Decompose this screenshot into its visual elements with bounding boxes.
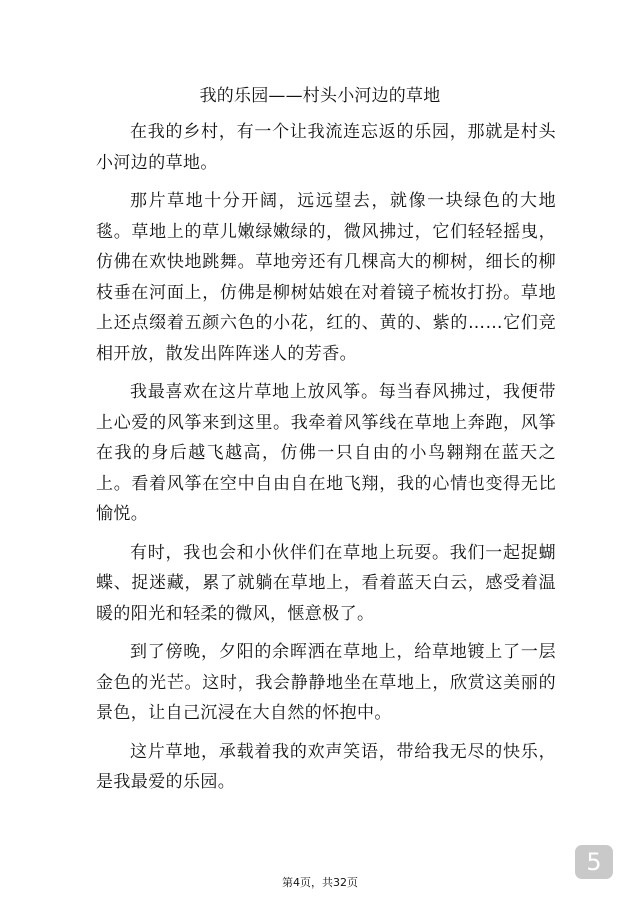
document-body xyxy=(96,117,556,806)
page-number-badge: 5 xyxy=(575,845,613,879)
page-footer: 第4页，共32页 xyxy=(282,876,358,889)
paragraph-3: 我最喜欢在这片草地上放风筝。每当春风拂过，我便带上心爱的风筝来到这里。我牵着风筝线在草地上奔跑，风筝在我的身后越飞越高，仿佛一只自由的小鸟翱翔在蓝天之上。看着风筝在空中自由自在地飞翔，我的心情也变得无比愉悦。 xyxy=(96,382,556,524)
paragraph-2: 那片草地十分开阔，远远望去，就像一块绿色的大地毯。草地上的草儿嫩绿嫩绿的，微风拂过，它们轻轻摇曳，仿佛在欢快地跳舞。草地旁还有几棵高大的柳树，细长的柳枝垂在河面上，仿佛是柳树姑娘在对着镜子梳妆打扮。草地上还点缀着五颜六色的小花，红的、黄的、紫的……它们竞相开放，散发出阵阵迷人的芳香。 xyxy=(96,191,556,364)
paragraph-5: 到了傍晚，夕阳的余晖洒在草地上，给草地镀上了一层金色的光芒。这时，我会静静地坐在草地上，欣赏这美丽的景色，让自己沉浸在大自然的怀抱中。 xyxy=(96,642,556,723)
paragraph-4: 有时，我也会和小伙伴们在草地上玩耍。我们一起捉蝴蝶、捉迷藏，累了就躺在草地上，看着蓝天白云，感受着温暖的阳光和轻柔的微风，惬意极了。 xyxy=(96,542,556,624)
paragraph-1: 在我的乡村，有一个让我流连忘返的乐园，那就是村头小河边的草地。 xyxy=(96,122,556,173)
document-title: 我的乐园——村头小河边的草地 xyxy=(199,86,441,106)
paragraph-6: 这片草地，承载着我的欢声笑语，带给我无尽的快乐，是我最爱的乐园。 xyxy=(96,741,556,792)
